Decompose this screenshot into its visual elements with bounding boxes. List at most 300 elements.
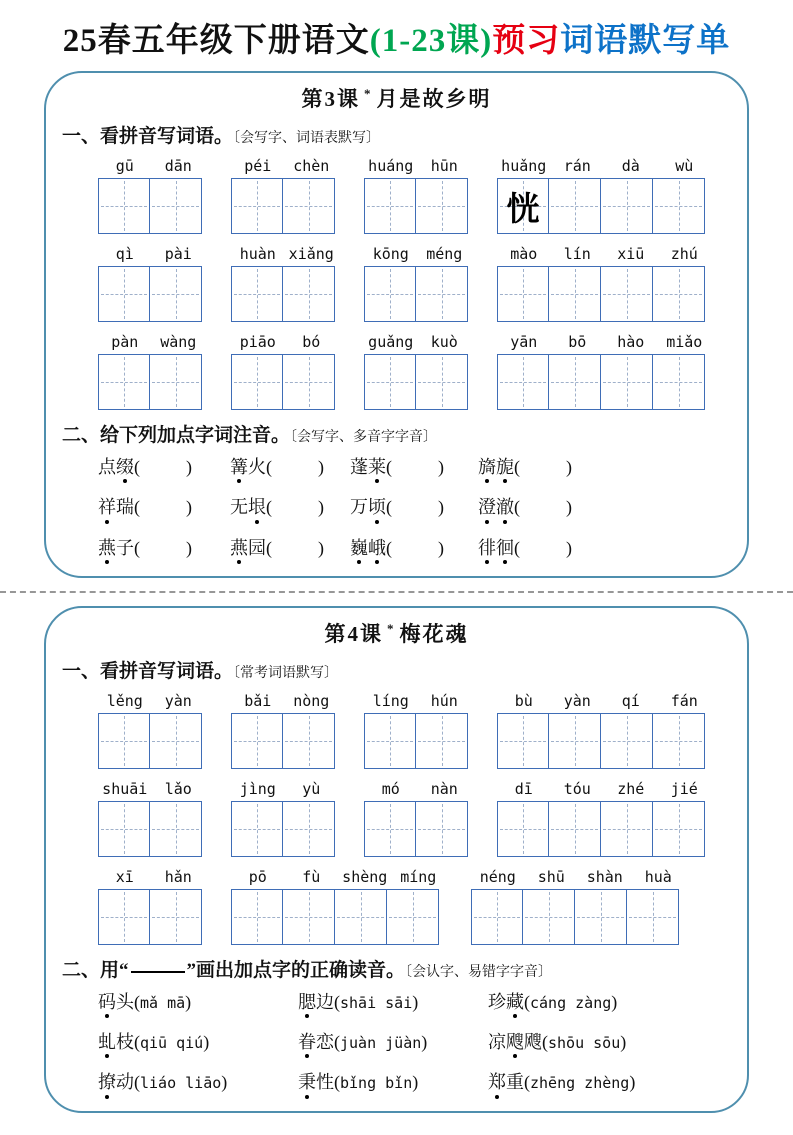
annotation-item: [98, 990, 298, 1014]
word-character: 火: [248, 457, 266, 477]
pinyin-syllable: bǎi: [244, 691, 272, 710]
writing-box[interactable]: [231, 713, 283, 769]
writing-box[interactable]: [416, 266, 468, 322]
pinyin-syllable: jìng: [239, 779, 276, 798]
dotted-word: [478, 538, 514, 558]
pinyin-syllable: wù: [675, 157, 694, 175]
pinyin-syllable: shàn: [586, 867, 623, 886]
pinyin-row: [364, 332, 471, 353]
word-character: 头: [116, 991, 134, 1012]
pinyin-syllable: néng: [479, 867, 516, 886]
paren-open: (: [386, 537, 392, 558]
pinyin-syllable: bù: [514, 691, 533, 710]
lesson-4-annotation-list: [98, 990, 731, 1095]
writing-box[interactable]: [653, 801, 705, 857]
writing-box[interactable]: [653, 354, 705, 410]
pinyin-syllable: mó: [381, 779, 400, 798]
writing-box[interactable]: [601, 178, 653, 234]
part2-ordinal: 二、: [62, 959, 101, 981]
paren-open: (: [334, 991, 340, 1012]
lesson-4-part2-heading: [62, 955, 731, 982]
paren-close: ): [186, 537, 192, 558]
pinyin-syllable: xī: [115, 867, 134, 886]
paren-open: (: [334, 1032, 340, 1053]
pinyin-row: [497, 332, 711, 353]
grid-row: [98, 779, 731, 857]
word-character: 飕: [524, 1032, 542, 1053]
word-character: 藏: [506, 990, 524, 1014]
pinyin-row: [231, 332, 338, 353]
paren-open: (: [134, 1072, 140, 1093]
annotation-item: [298, 1030, 488, 1054]
annotation-item: [488, 1070, 635, 1094]
lesson-3-title: [62, 83, 731, 113]
word-group: [497, 332, 711, 410]
annotation-item: [488, 1030, 635, 1054]
word-character: 峨: [368, 536, 386, 560]
pinyin-options[interactable]: shōu sōu: [548, 1034, 621, 1053]
grid-row: [98, 156, 731, 234]
part2-label: 给下列加点字词注音。: [100, 425, 291, 446]
writing-box[interactable]: [150, 178, 202, 234]
word-character: 珍: [488, 991, 506, 1012]
writing-box[interactable]: [549, 266, 601, 322]
pinyin-row: [231, 156, 338, 177]
word-group: [471, 867, 685, 945]
dotted-word: [478, 497, 514, 517]
writing-box[interactable]: [231, 178, 283, 234]
pinyin-syllable: piāo: [239, 333, 276, 351]
pinyin-syllable: qí: [621, 691, 640, 710]
dotted-word: [350, 538, 386, 558]
lesson-4-pinyin-grid: [98, 691, 731, 945]
word-group: [364, 332, 471, 410]
pinyin-syllable: jié: [670, 779, 698, 798]
dotted-word: [230, 497, 266, 517]
writing-box[interactable]: [416, 178, 468, 234]
writing-box[interactable]: [364, 354, 416, 410]
writing-box[interactable]: [98, 354, 150, 410]
writing-box[interactable]: [601, 713, 653, 769]
writing-box[interactable]: [416, 713, 468, 769]
pinyin-row: [364, 156, 471, 177]
pinyin-row: [98, 332, 205, 353]
pinyin-syllable: yàn: [164, 691, 192, 710]
pinyin-syllable: líng: [372, 691, 409, 710]
paren-open: (: [134, 991, 140, 1012]
writing-box[interactable]: [523, 889, 575, 945]
page-title: [0, 14, 793, 61]
pinyin-row: [364, 779, 471, 800]
pinyin-syllable: tóu: [563, 779, 591, 798]
pinyin-syllable: huàn: [239, 245, 276, 263]
annotation-item: [98, 1030, 298, 1054]
word-group: [98, 244, 205, 322]
dotted-word: [298, 1032, 334, 1052]
pinyin-syllable: pài: [164, 245, 192, 263]
word-group: [364, 244, 471, 322]
dotted-word: [98, 1032, 134, 1052]
word-character: 重: [506, 1072, 524, 1093]
writing-box[interactable]: [231, 889, 283, 945]
writing-box-row: [364, 266, 471, 322]
annotation-item: [478, 455, 572, 479]
writing-box[interactable]: [283, 354, 335, 410]
paren-close: ): [566, 497, 572, 518]
pinyin-options[interactable]: bǐng bǐn: [340, 1074, 413, 1093]
pinyin-syllable: nòng: [293, 691, 330, 710]
lesson-3-part1-heading: [62, 121, 731, 148]
writing-box[interactable]: [364, 801, 416, 857]
paren-close: ): [629, 1072, 636, 1093]
annotation-item: [230, 495, 350, 519]
pinyin-syllable: hūn: [430, 157, 458, 175]
prefilled-character: 恍: [506, 191, 540, 228]
writing-box[interactable]: [653, 713, 705, 769]
word-character: 子: [116, 537, 134, 558]
dotted-word: [98, 538, 134, 558]
word-character: 凉: [488, 1032, 506, 1053]
paren-open: (: [334, 1072, 340, 1093]
word-character: 秉: [298, 1070, 316, 1094]
word-group: [364, 691, 471, 769]
dotted-word: [230, 457, 266, 477]
writing-box[interactable]: [283, 801, 335, 857]
pinyin-options[interactable]: qiū qiú: [140, 1034, 204, 1053]
pinyin-row: [364, 244, 471, 265]
paren-open: (: [386, 497, 392, 518]
paren-close: ): [566, 457, 572, 477]
pinyin-syllable: kōng: [372, 245, 409, 263]
pinyin-syllable: wàng: [160, 333, 197, 351]
paren-close: ): [221, 1072, 228, 1093]
word-group: [231, 332, 338, 410]
writing-box[interactable]: [653, 178, 705, 234]
elective-star-icon: *: [364, 86, 373, 101]
word-character: 瑞: [116, 497, 134, 518]
pinyin-syllable: gū: [115, 157, 134, 175]
word-character: 飕: [506, 1030, 524, 1054]
writing-box[interactable]: [497, 266, 549, 322]
annotation-item: [350, 455, 478, 479]
paren-close: ): [438, 497, 444, 518]
word-character: 万: [350, 497, 368, 518]
writing-box-row: [98, 354, 205, 410]
writing-box[interactable]: [416, 354, 468, 410]
word-character: 垠: [248, 495, 266, 519]
writing-box[interactable]: [497, 713, 549, 769]
writing-box[interactable]: [283, 178, 335, 234]
title-lesson-range: (1-23课): [369, 23, 493, 59]
pinyin-syllable: fán: [670, 691, 698, 710]
writing-box[interactable]: [549, 354, 601, 410]
paren-close: ): [412, 991, 419, 1012]
lesson-4-part1-heading: [62, 656, 731, 683]
pinyin-syllable: péi: [244, 157, 272, 175]
word-character: 园: [248, 537, 266, 558]
pinyin-syllable: xiū: [617, 245, 645, 263]
pinyin-row: [364, 691, 471, 712]
writing-box[interactable]: [364, 713, 416, 769]
title-preview: 预习: [492, 23, 561, 59]
paren-close: ): [620, 1032, 627, 1053]
annotation-item: [98, 455, 230, 479]
dotted-word: [488, 1072, 524, 1092]
writing-box[interactable]: [364, 266, 416, 322]
pinyin-syllable: yān: [510, 333, 538, 351]
word-group: [98, 691, 205, 769]
writing-box[interactable]: [283, 266, 335, 322]
writing-box-row: [98, 801, 205, 857]
part2-label-post: ”画出加点字的正确读音。: [186, 959, 406, 981]
writing-box[interactable]: [98, 178, 150, 234]
word-character: 莱: [368, 455, 386, 479]
word-character: 撩: [98, 1070, 116, 1094]
paren-open: (: [134, 497, 140, 518]
paren-open: (: [134, 537, 140, 558]
pinyin-syllable: dī: [514, 779, 533, 798]
word-character: 恋: [316, 1032, 334, 1053]
writing-box-row: [497, 801, 711, 857]
word-character: 虬: [98, 1030, 116, 1054]
lesson-3-part2-heading: [62, 420, 731, 447]
writing-box-row: [364, 801, 471, 857]
dotted-word: [98, 1072, 134, 1092]
section-divider: [0, 591, 793, 593]
writing-box-row: [497, 713, 711, 769]
lesson-4-name: 梅花魂: [399, 621, 469, 646]
pinyin-syllable: pō: [248, 867, 267, 886]
lesson-3-pinyin-grid: [98, 156, 731, 410]
part1-note: 〔会写字、词语表默写〕: [233, 131, 381, 146]
writing-box-row: [364, 713, 471, 769]
part2-note: 〔会写字、多音字字音〕: [290, 430, 438, 445]
writing-box-row: [497, 266, 711, 322]
pinyin-row: [231, 867, 445, 888]
paren-close: ): [318, 497, 324, 518]
pinyin-syllable: zhé: [617, 779, 645, 798]
dotted-word: [488, 992, 524, 1012]
word-character: 澈: [496, 495, 514, 519]
pinyin-syllable: nàn: [430, 779, 458, 798]
paren-open: (: [542, 1032, 548, 1053]
writing-box[interactable]: [387, 889, 439, 945]
pinyin-syllable: yù: [302, 779, 321, 798]
writing-box[interactable]: [150, 889, 202, 945]
elective-star-icon: *: [387, 620, 396, 636]
word-group: [497, 156, 711, 234]
pinyin-row: [98, 867, 205, 888]
writing-box-row: [231, 354, 338, 410]
pinyin-syllable: yàn: [563, 691, 591, 710]
writing-box[interactable]: [231, 266, 283, 322]
paren-close: ): [611, 991, 618, 1012]
pinyin-syllable: zhú: [670, 245, 698, 263]
word-character: 燕: [98, 536, 116, 560]
writing-box[interactable]: [575, 889, 627, 945]
paren-open: (: [134, 1032, 140, 1053]
writing-box[interactable]: [283, 713, 335, 769]
writing-box[interactable]: [497, 354, 549, 410]
lesson-3-name: 月是故乡明: [376, 87, 492, 111]
pinyin-syllable: lǎo: [164, 779, 192, 798]
pinyin-syllable: guǎng: [368, 333, 414, 351]
paren-close: ): [412, 1072, 419, 1093]
annotation-item: [98, 1070, 298, 1094]
paren-open: (: [266, 537, 272, 558]
pinyin-options[interactable]: liáo liāo: [140, 1074, 222, 1093]
pinyin-syllable: huáng: [368, 157, 414, 175]
writing-box-row: [231, 801, 338, 857]
pinyin-syllable: bó: [302, 333, 321, 351]
pinyin-row: [98, 691, 205, 712]
pinyin-syllable: miǎo: [666, 333, 703, 351]
pinyin-row: [231, 779, 338, 800]
word-character: 眷: [298, 1030, 316, 1054]
paren-open: (: [386, 457, 392, 477]
word-group: [231, 779, 338, 857]
word-group: [231, 867, 445, 945]
paren-close: ): [185, 991, 192, 1012]
annotation-item: [230, 455, 350, 479]
part1-label: 看拼音写词语。: [100, 660, 234, 682]
pinyin-options[interactable]: mǎ mā: [140, 993, 186, 1012]
part1-ordinal: 一、: [62, 126, 101, 147]
underline-blank: [131, 967, 185, 973]
writing-box[interactable]: [283, 889, 335, 945]
word-character: 性: [316, 1072, 334, 1093]
word-group: [98, 779, 205, 857]
dotted-word: [350, 497, 386, 517]
lesson-4-number: 第4课: [324, 621, 383, 646]
word-character: 点: [98, 457, 116, 477]
writing-box[interactable]: [549, 178, 601, 234]
part2-note: 〔会认字、易错字字音〕: [405, 964, 553, 980]
pinyin-options[interactable]: zhēng zhèng: [530, 1074, 630, 1093]
writing-box-row: [98, 178, 205, 234]
word-group: [497, 691, 711, 769]
annotation-item: [298, 1070, 488, 1094]
writing-box[interactable]: [549, 713, 601, 769]
paren-open: (: [514, 497, 520, 518]
pinyin-syllable: hào: [617, 333, 645, 351]
writing-box[interactable]: [497, 801, 549, 857]
word-character: 无: [230, 497, 248, 518]
writing-box[interactable]: [497, 178, 549, 234]
pinyin-syllable: dà: [621, 157, 640, 175]
writing-box[interactable]: [98, 266, 150, 322]
word-character: 缀: [116, 455, 134, 479]
annotation-item: [350, 536, 478, 560]
pinyin-row: [98, 156, 205, 177]
writing-box[interactable]: [601, 801, 653, 857]
dotted-word: [98, 497, 134, 517]
writing-box[interactable]: [150, 354, 202, 410]
pinyin-row: [497, 244, 711, 265]
pinyin-syllable: pàn: [111, 333, 139, 351]
writing-box-row: [364, 178, 471, 234]
pinyin-syllable: chèn: [293, 157, 330, 175]
writing-box[interactable]: [416, 801, 468, 857]
word-group: [98, 332, 205, 410]
writing-box[interactable]: [549, 801, 601, 857]
word-group: [98, 867, 205, 945]
word-group: [231, 691, 338, 769]
word-character: 码: [98, 990, 116, 1014]
pinyin-syllable: méng: [426, 245, 463, 263]
paren-close: ): [203, 1032, 210, 1053]
writing-box[interactable]: [150, 713, 202, 769]
pinyin-syllable: míng: [400, 867, 437, 886]
pinyin-syllable: qì: [115, 245, 134, 263]
writing-box[interactable]: [601, 354, 653, 410]
word-group: [98, 156, 205, 234]
pinyin-syllable: dān: [164, 157, 192, 175]
lesson-4-title: [62, 618, 731, 648]
paren-close: ): [421, 1032, 428, 1053]
pinyin-row: [497, 779, 711, 800]
grid-row: [98, 867, 731, 945]
word-group: [497, 244, 711, 322]
pinyin-options[interactable]: shāi sāi: [340, 993, 413, 1012]
word-character: 蓬: [350, 457, 368, 477]
part2-ordinal: 二、: [62, 425, 101, 446]
dotted-word: [230, 538, 266, 558]
pinyin-row: [231, 244, 338, 265]
writing-box[interactable]: [98, 889, 150, 945]
part1-note: 〔常考词语默写〕: [233, 665, 339, 681]
word-character: 枝: [116, 1032, 134, 1053]
word-group: [364, 779, 471, 857]
writing-box-row: [231, 713, 338, 769]
pinyin-syllable: rán: [563, 157, 591, 175]
word-group: [364, 156, 471, 234]
writing-box[interactable]: [231, 801, 283, 857]
pinyin-syllable: hún: [430, 691, 458, 710]
writing-box[interactable]: [627, 889, 679, 945]
writing-box[interactable]: [653, 266, 705, 322]
writing-box[interactable]: [335, 889, 387, 945]
writing-box[interactable]: [98, 713, 150, 769]
writing-box-row: [364, 354, 471, 410]
writing-box[interactable]: [601, 266, 653, 322]
writing-box-row: [98, 713, 205, 769]
paren-open: (: [514, 537, 520, 558]
word-character: 旖: [478, 455, 496, 479]
grid-row: [98, 332, 731, 410]
writing-box[interactable]: [98, 801, 150, 857]
word-character: 郑: [488, 1070, 506, 1094]
pinyin-syllable: lín: [563, 245, 591, 263]
pinyin-row: [497, 156, 711, 177]
paren-close: ): [438, 537, 444, 558]
part2-label-pre: 用“: [100, 959, 129, 981]
writing-box[interactable]: [364, 178, 416, 234]
pinyin-syllable: mào: [510, 245, 538, 263]
pinyin-options[interactable]: juàn jüàn: [340, 1034, 422, 1053]
writing-box[interactable]: [150, 801, 202, 857]
pinyin-options[interactable]: cáng zàng: [530, 993, 612, 1012]
lesson-4-card: [44, 606, 749, 1113]
writing-box[interactable]: [150, 266, 202, 322]
part1-label: 看拼音写词语。: [100, 126, 234, 147]
pinyin-syllable: fù: [302, 867, 321, 886]
lesson-3-annotation-list: [98, 455, 731, 560]
writing-box[interactable]: [231, 354, 283, 410]
writing-box-row: [231, 889, 445, 945]
annotation-item: [98, 495, 230, 519]
writing-box[interactable]: [471, 889, 523, 945]
